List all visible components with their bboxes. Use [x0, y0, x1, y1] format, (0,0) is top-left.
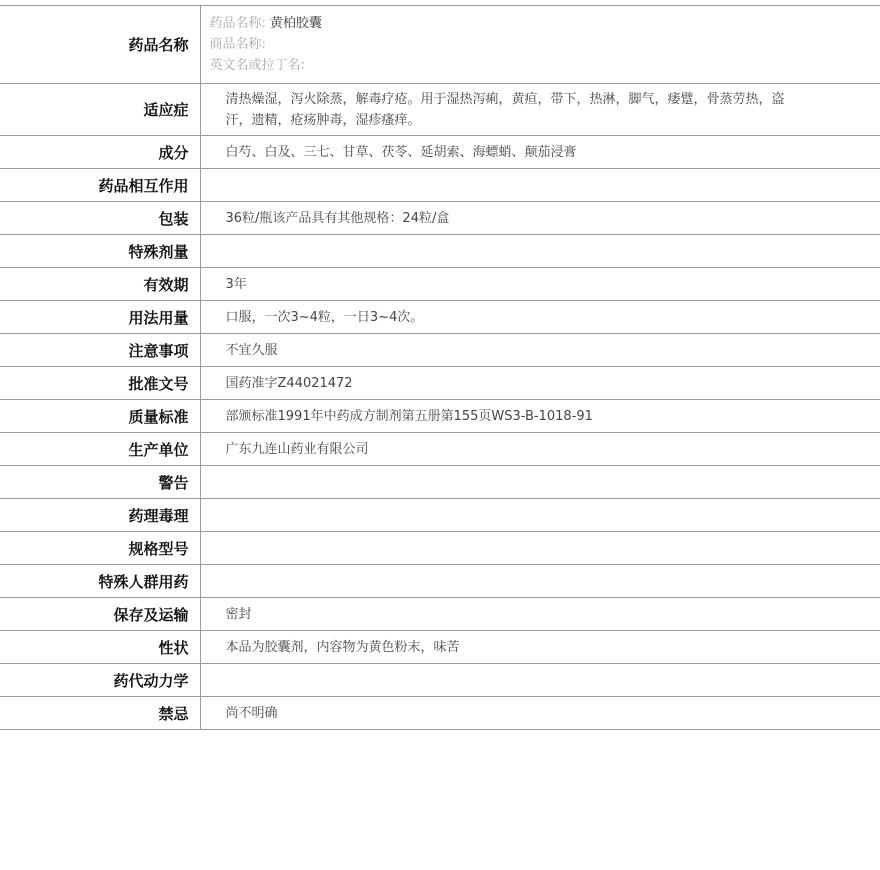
row-label: 药品相互作用 — [0, 169, 200, 202]
row-label: 禁忌 — [0, 697, 200, 730]
drug-info-table — [0, 5, 880, 730]
row-value — [200, 565, 880, 598]
row-value: 国药准字Z44021472 — [200, 367, 880, 400]
trade-name-label: 商品名称: — [209, 37, 266, 52]
table-row-approval-number — [0, 367, 880, 400]
row-label: 警告 — [0, 466, 200, 499]
row-label: 保存及运输 — [0, 598, 200, 631]
table-row-interactions — [0, 169, 880, 202]
row-value: 36粒/瓶该产品具有其他规格：24粒/盒 — [200, 202, 880, 235]
table-row-precautions — [0, 334, 880, 367]
row-label: 药理毒理 — [0, 499, 200, 532]
row-value — [200, 235, 880, 268]
row-value — [200, 532, 880, 565]
generic-name-value: 黄柏胶囊 — [269, 16, 322, 31]
row-label: 适应症 — [0, 84, 200, 136]
row-value: 3年 — [200, 268, 880, 301]
table-row-dosage — [0, 301, 880, 334]
row-value — [200, 499, 880, 532]
row-label: 有效期 — [0, 268, 200, 301]
table-row-pharmacokinetics — [0, 664, 880, 697]
trade-name-line — [210, 34, 880, 55]
table-row-contraindications — [0, 697, 880, 730]
row-label: 批准文号 — [0, 367, 200, 400]
row-label: 成分 — [0, 136, 200, 169]
row-label: 用法用量 — [0, 301, 200, 334]
row-value: 口服，一次3~4粒，一日3~4次。 — [200, 301, 880, 334]
drug-name-cell — [200, 6, 880, 84]
row-label: 性状 — [0, 631, 200, 664]
english-name-line — [210, 55, 880, 76]
table-row-manufacturer — [0, 433, 880, 466]
row-label: 规格型号 — [0, 532, 200, 565]
row-label: 药品名称 — [0, 6, 200, 84]
table-row-storage — [0, 598, 880, 631]
row-label: 特殊人群用药 — [0, 565, 200, 598]
table-row-ingredients — [0, 136, 880, 169]
table-row-packaging — [0, 202, 880, 235]
row-value — [200, 664, 880, 697]
row-value — [200, 169, 880, 202]
table-row-indications — [0, 84, 880, 136]
row-value: 尚不明确 — [200, 697, 880, 730]
table-row-specification — [0, 532, 880, 565]
row-value — [200, 84, 880, 136]
row-label: 特殊剂量 — [0, 235, 200, 268]
table-row-shelf-life — [0, 268, 880, 301]
table-row-warning — [0, 466, 880, 499]
row-value: 本品为胶囊剂，内容物为黄色粉末，味苦 — [200, 631, 880, 664]
row-label: 药代动力学 — [0, 664, 200, 697]
table-row-drug-name — [0, 6, 880, 84]
table-row-description — [0, 631, 880, 664]
table-row-special-populations — [0, 565, 880, 598]
row-value: 白芍、白及、三七、甘草、茯苓、延胡索、海螵蛸、颠茄浸膏 — [200, 136, 880, 169]
indications-text: 清热燥湿，泻火除蒸，解毒疗疮。用于湿热泻痢，黄疸，带下，热淋，脚气，痿躄，骨蒸劳热，盗汗，遗精，疮疡肿毒，湿疹瘙痒。 — [225, 91, 785, 128]
row-label: 注意事项 — [0, 334, 200, 367]
row-label: 质量标准 — [0, 400, 200, 433]
generic-name-label: 药品名称: — [209, 16, 266, 31]
generic-name-line — [210, 13, 880, 34]
row-value: 不宜久服 — [200, 334, 880, 367]
table-row-special-dosage — [0, 235, 880, 268]
row-value: 广东九连山药业有限公司 — [200, 433, 880, 466]
row-value: 部颁标准1991年中药成方制剂第五册第155页WS3-B-1018-91 — [200, 400, 880, 433]
row-value — [200, 466, 880, 499]
row-label: 生产单位 — [0, 433, 200, 466]
english-name-label: 英文名或拉丁名: — [209, 58, 305, 73]
table-row-pharmacology — [0, 499, 880, 532]
row-value: 密封 — [200, 598, 880, 631]
table-row-quality-standard — [0, 400, 880, 433]
row-label: 包装 — [0, 202, 200, 235]
